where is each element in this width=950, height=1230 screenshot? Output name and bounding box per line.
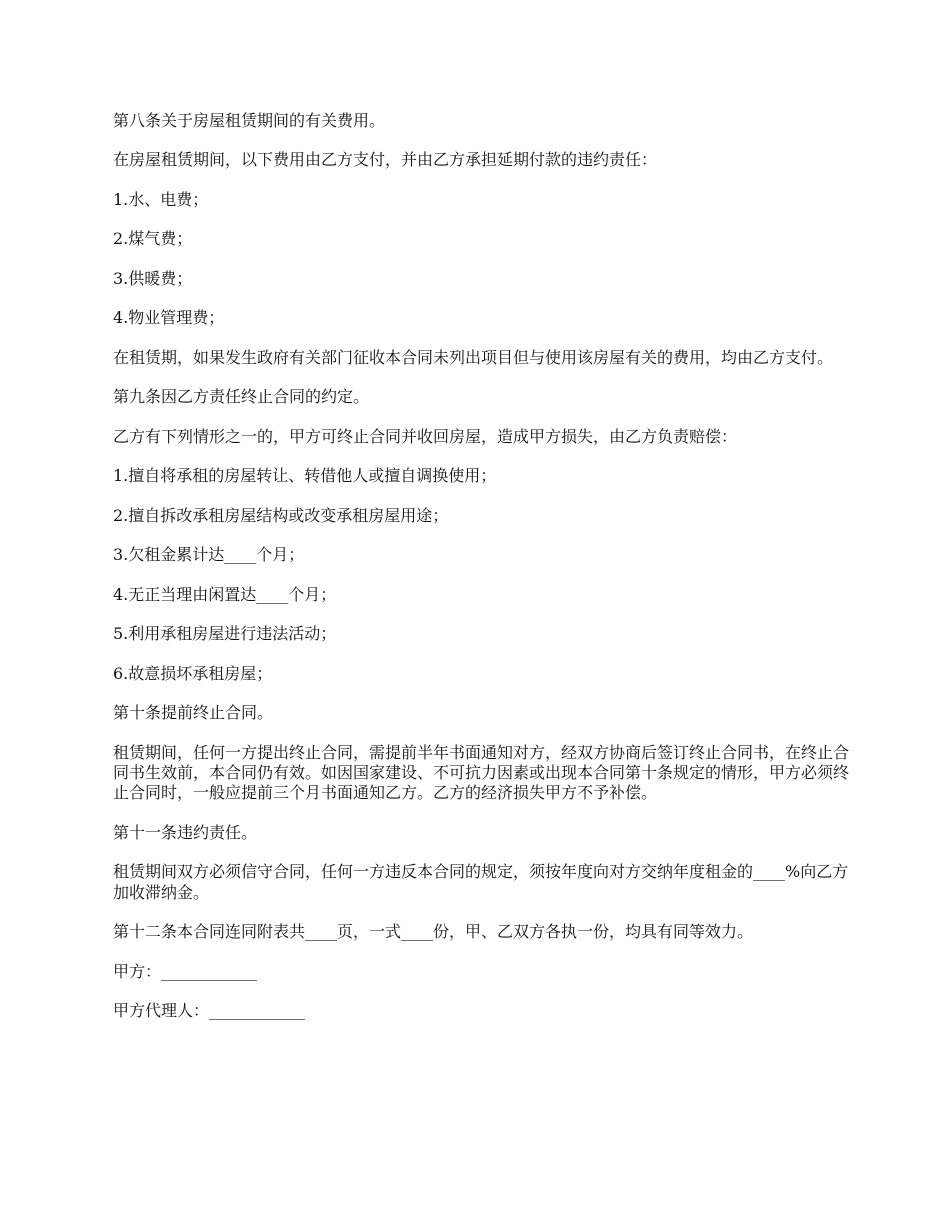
party-a-signature-line: 甲方：____________ (113, 961, 258, 981)
termination-item-4: 4.无正当理由闲置达____个月； (113, 584, 337, 604)
article-8-heading: 第八条关于房屋租赁期间的有关费用。 (113, 111, 386, 130)
termination-item-6: 6.故意损坏承租房屋； (113, 663, 273, 683)
article-8-other-fees: 在租赁期，如果发生政府有关部门征收本合同未列出项目但与使用该房屋有关的费用，均由乙方支付。 (113, 347, 834, 367)
party-a-agent-signature-line: 甲方代理人：____________ (113, 1001, 306, 1021)
article-10-body: 租赁期间，任何一方提出终止合同，需提前半年书面通知对方，经双方协商后签订终止合同书，在终止合同书生效前，本合同仍有效。如因国家建设、不可抗力因素或出现本合同第十条规定的情形，甲方必须终止合同时，一般应提前三个月书面通知乙方。乙方的经济损失甲方不予补偿。 (113, 742, 850, 803)
article-8-intro: 在房屋租赁期间，以下费用由乙方支付，并由乙方承担延期付款的违约责任： (113, 150, 658, 170)
fee-item-gas: 2.煤气费； (113, 229, 193, 249)
article-9-intro: 乙方有下列情形之一的，甲方可终止合同并收回房屋，造成甲方损失，由乙方负责赔偿： (113, 426, 738, 446)
article-9-heading: 第九条因乙方责任终止合同的约定。 (113, 387, 370, 407)
termination-item-5: 5.利用承租房屋进行违法活动； (113, 624, 337, 644)
termination-item-3: 3.欠租金累计达____个月； (113, 545, 305, 565)
document-page (113, 111, 853, 1041)
fee-item-property-management: 4.物业管理费； (113, 308, 225, 328)
article-10-heading: 第十条提前终止合同。 (113, 703, 274, 723)
fee-item-heating: 3.供暖费； (113, 268, 193, 288)
article-11-heading: 第十一条违约责任。 (113, 822, 258, 842)
article-12-body: 第十二条本合同连同附表共____页，一式____份，甲、乙双方各执一份，均具有同等效力。 (113, 922, 754, 942)
article-11-body: 租赁期间双方必须信守合同，任何一方违反本合同的规定，须按年度向对方交纳年度租金的____%向乙方加收滞纳金。 (113, 862, 849, 902)
termination-item-1: 1.擅自将承租的房屋转让、转借他人或擅自调换使用； (113, 466, 497, 486)
fee-item-water-electricity: 1.水、电费； (113, 189, 209, 209)
termination-item-2: 2.擅自拆改承租房屋结构或改变承租房屋用途； (113, 505, 449, 525)
